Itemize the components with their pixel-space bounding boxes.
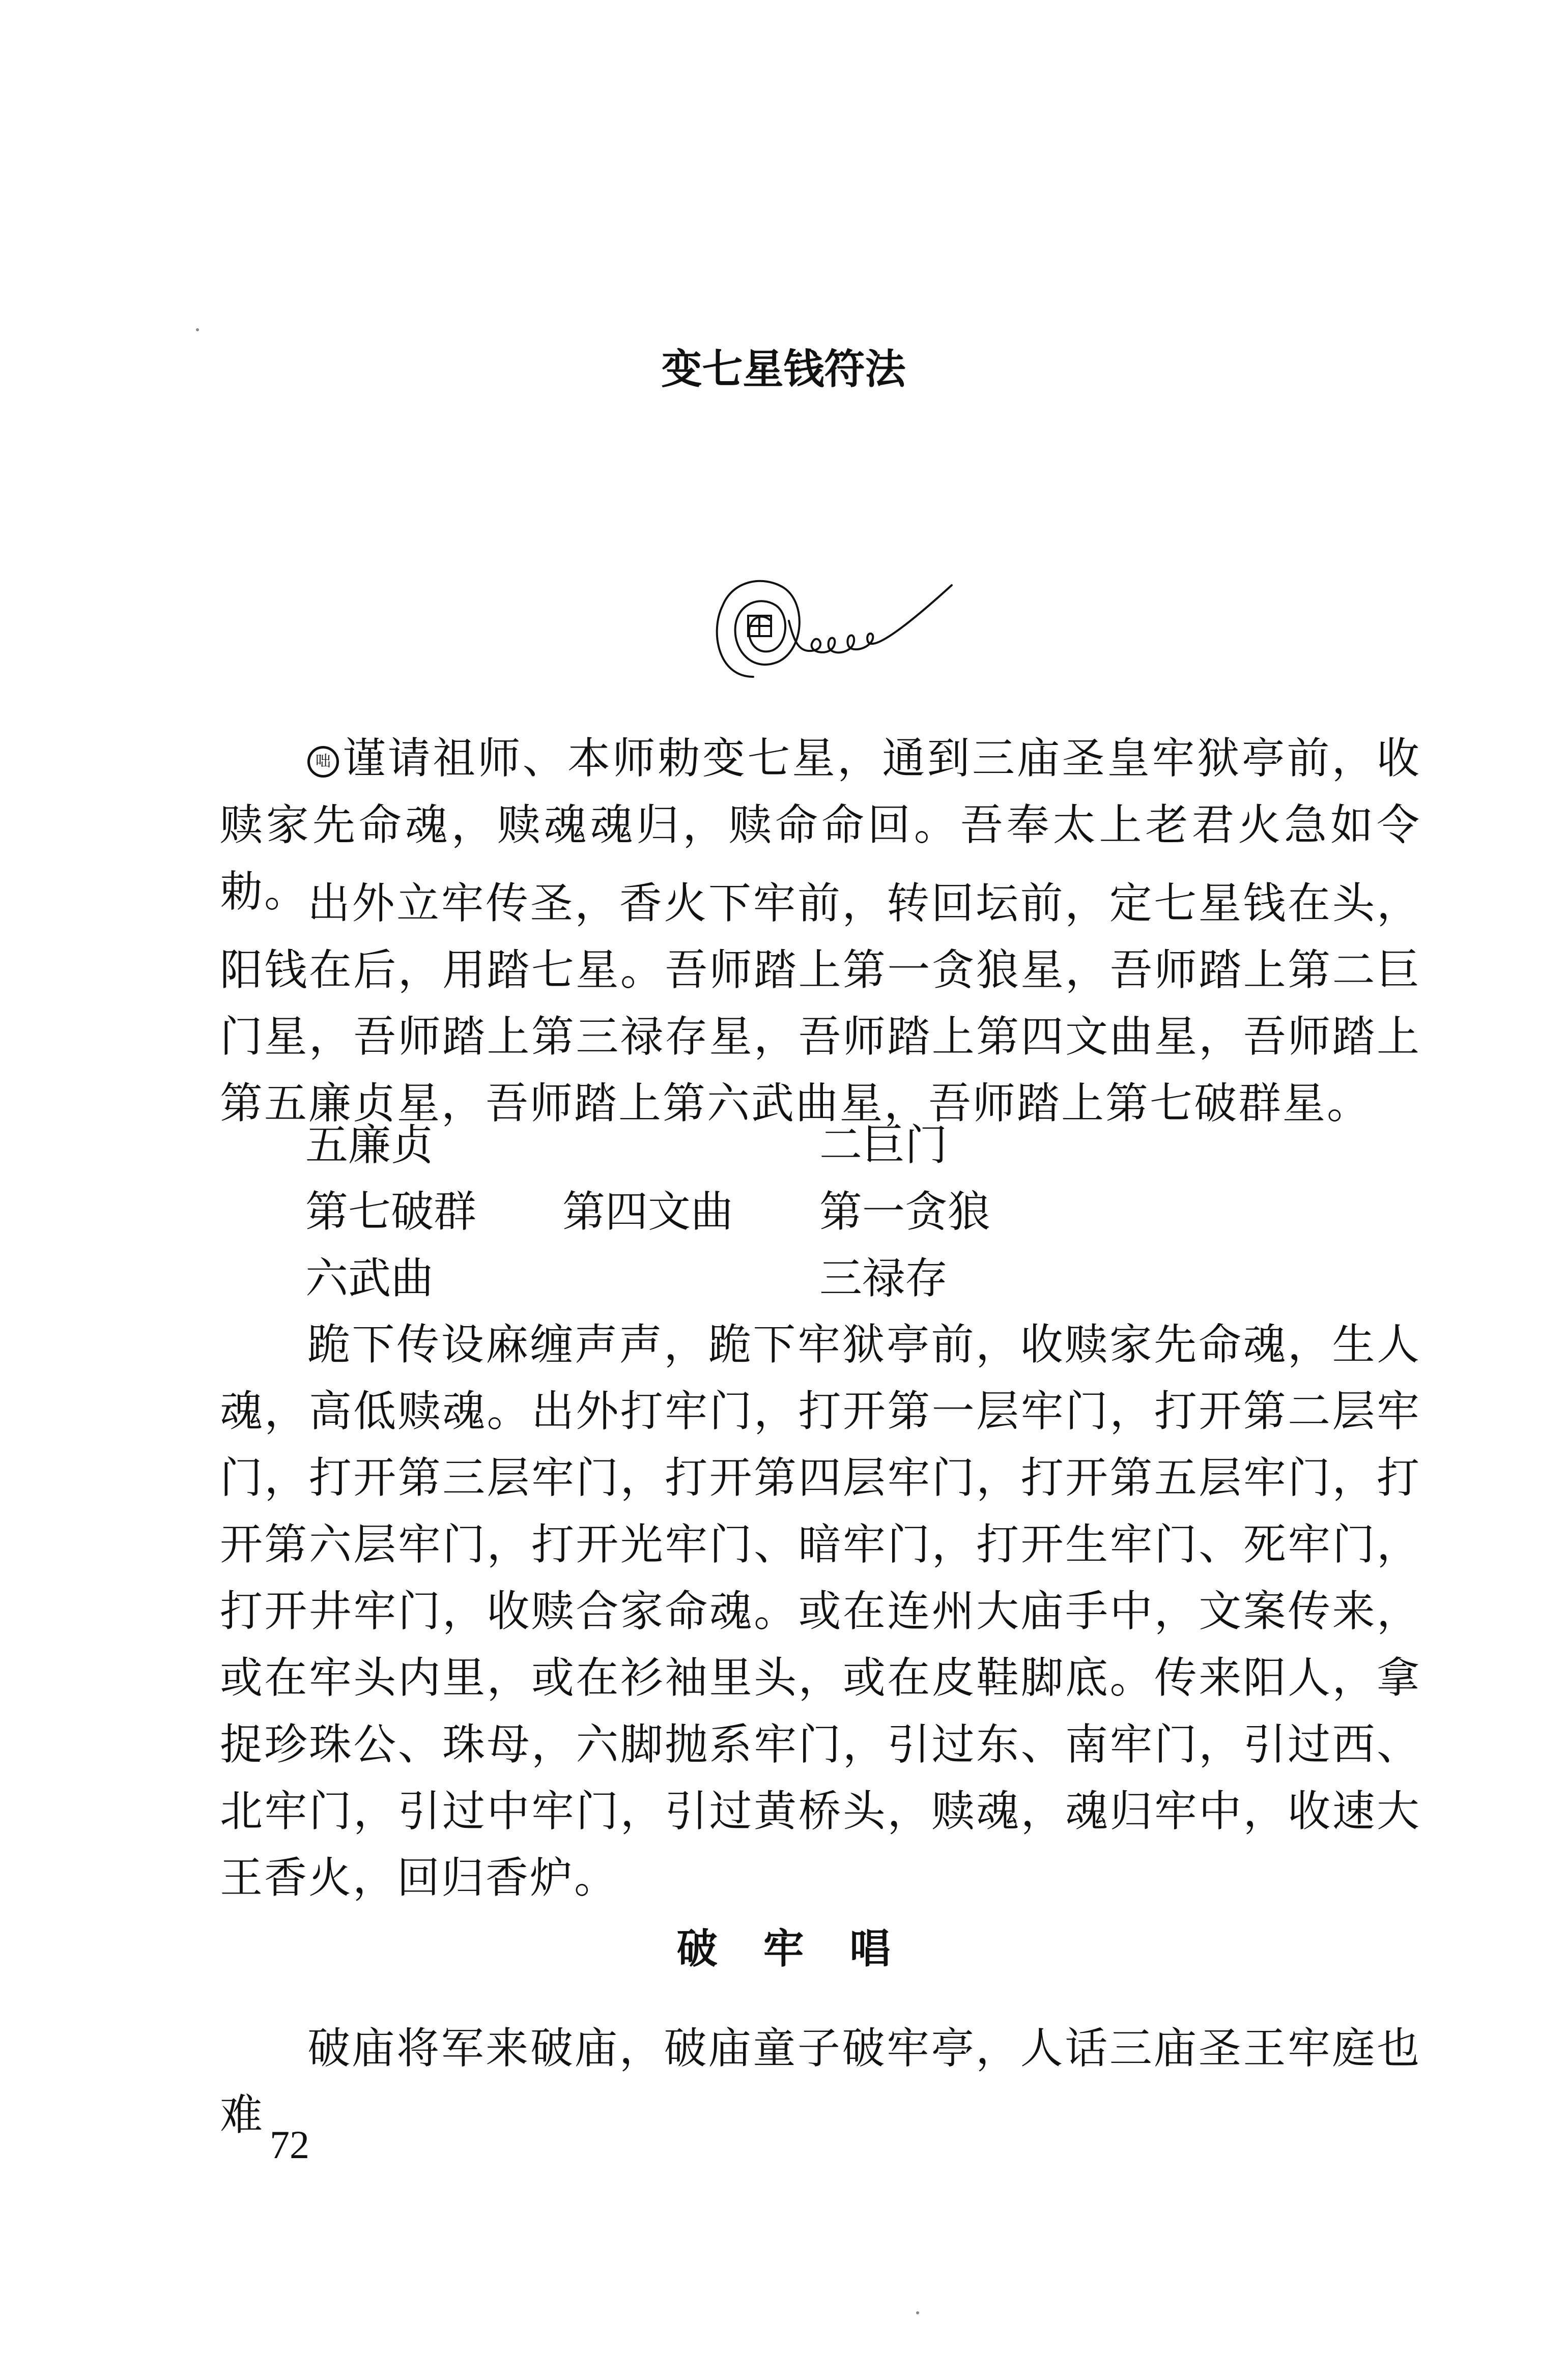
page-number: 72 xyxy=(270,2123,309,2167)
body-paragraph-3-text: 破庙将军来破庙，破庙童子破牢亭，人话三庙圣王牢庭也难 xyxy=(220,2023,1421,2140)
scan-speck xyxy=(196,328,199,331)
scan-speck xyxy=(916,2311,919,2314)
star-cell-diyitanlang: 第一贪狼 xyxy=(819,1187,991,1237)
seven-star-coin-talisman-icon xyxy=(713,560,977,682)
body-paragraph-2-text: 跪下传设麻缠声声，跪下牢狱亭前，收赎家先命魂，生人魂，高低赎魂。出外打牢门，打开第一层牢门，打开第二层牢门，打开第三层牢门，打开第四层牢门，打开第五层牢门，打开第六层牢门，打开光牢门、暗牢门，打开生牢门、死牢门，打开井牢门，收赎合家命魂。或在连州大庙手中，文案传来，或在牢头内里，或在衫袖里头，或在皮鞋脚底。传来阳人，拿捉珍珠公、珠母，六脚抛系牢门，引过东、南牢门，引过西、北牢门，引过中牢门，引过黄桥头，赎魂，魂归牢中，收速大王香火，回归香炉。 xyxy=(220,1320,1421,1903)
star-cell-erjumen: 二巨门 xyxy=(819,1120,948,1170)
star-cell-diqipoqun: 第七破群 xyxy=(305,1187,477,1237)
section-title-2: 破牢唱 xyxy=(676,1925,936,1972)
body-paragraph-1-text: 出外立牢传圣，香火下牢前，转回坛前，定七星钱在头，阳钱在后，用踏七星。吾师踏上第一贪狼星，吾师踏上第二巨门星，吾师踏上第三禄存星，吾师踏上第四文曲星，吾师踏上第五廉贞星，吾师踏上第六武曲星，吾师踏上第七破群星。 xyxy=(220,878,1421,1128)
star-cell-wulianzhen: 五廉贞 xyxy=(305,1120,434,1170)
section-title: 变七星钱符法 xyxy=(661,346,906,393)
star-cell-disiwenqu: 第四文曲 xyxy=(562,1187,734,1237)
star-cell-sanlucun: 三禄存 xyxy=(819,1253,948,1303)
star-cell-liuwuqu: 六武曲 xyxy=(305,1253,434,1303)
invocation-seal-mark xyxy=(307,746,339,778)
body-paragraph-1 xyxy=(220,870,1421,1137)
body-paragraph-3 xyxy=(220,2015,1421,2148)
body-paragraph-2 xyxy=(220,1311,1421,1911)
invocation-text: 谨请祖师、本师勅变七星，通到三庙圣皇牢狱亭前，收赎家先命魂，赎魂魂归，赎命命回。吾奉太上老君火急如令勅。 xyxy=(220,733,1421,916)
invocation-mark-char: 咄 xyxy=(316,753,331,770)
